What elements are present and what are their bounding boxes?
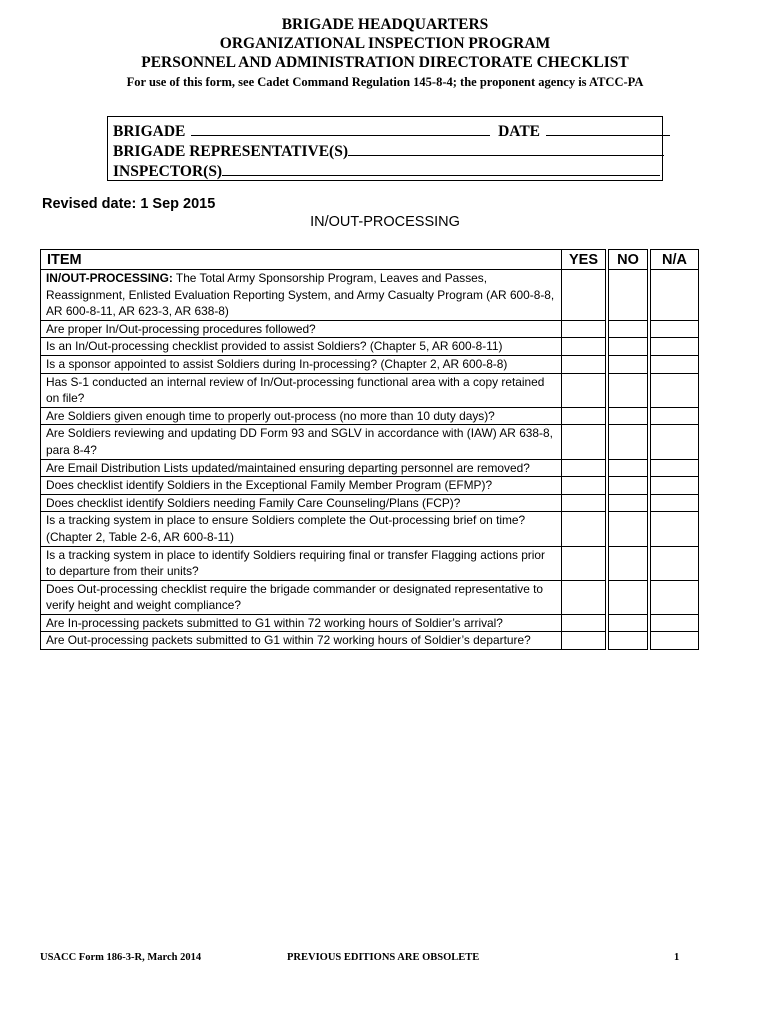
table-header-row — [41, 250, 699, 270]
yes-checkbox[interactable] — [562, 512, 606, 546]
checklist-question: Is an In/Out-processing checklist provided to assist Soldiers? (Chapter 5, AR 600-8-11) — [41, 338, 562, 356]
checklist-question: Is a tracking system in place to identify Soldiers requiring final or transfer Flagging actions prior to departure from their units? — [41, 546, 562, 580]
inspector-row — [113, 161, 662, 181]
table-row — [41, 320, 699, 338]
checklist-question: Does checklist identify Soldiers in the Exceptional Family Member Program (EFMP)? — [41, 477, 562, 495]
table-row — [41, 338, 699, 356]
no-checkbox[interactable] — [609, 373, 648, 407]
table-row — [41, 355, 699, 373]
yes-checkbox[interactable] — [562, 546, 606, 580]
no-checkbox[interactable] — [609, 407, 648, 425]
na-checkbox[interactable] — [651, 373, 699, 407]
intro-bold: IN/OUT-PROCESSING: — [46, 271, 173, 285]
no-checkbox[interactable] — [609, 338, 648, 356]
checklist-question: Does Out-processing checklist require the brigade commander or designated representative to verify height and weight compliance? — [41, 580, 562, 614]
na-checkbox[interactable] — [651, 425, 699, 459]
yes-checkbox[interactable] — [562, 320, 606, 338]
yes-checkbox[interactable] — [562, 425, 606, 459]
table-row — [41, 477, 699, 495]
yes-checkbox[interactable] — [562, 270, 606, 321]
checklist-table — [40, 249, 699, 650]
na-checkbox[interactable] — [651, 355, 699, 373]
yes-checkbox[interactable] — [562, 355, 606, 373]
representative-row — [113, 141, 662, 161]
no-checkbox[interactable] — [609, 355, 648, 373]
checklist-question: Are proper In/Out-processing procedures followed? — [41, 320, 562, 338]
table-row — [41, 459, 699, 477]
yes-checkbox[interactable] — [562, 338, 606, 356]
date-label: DATE — [498, 123, 541, 140]
na-checkbox[interactable] — [651, 477, 699, 495]
na-checkbox[interactable] — [651, 512, 699, 546]
representative-label: BRIGADE REPRESENTATIVE(S) — [113, 143, 348, 160]
intro-text: The Total Army Sponsorship Program, Leaves and Passes, Reassignment, Enlisted Evaluation Reporting System, and Army Casualty Program (AR 600-8-8, AR 600-8-11, AR 623-3, AR 638-8) — [46, 271, 555, 319]
header-line-2: ORGANIZATIONAL INSPECTION PROGRAM — [219, 35, 551, 52]
table-row — [41, 632, 699, 650]
form-header — [0, 15, 770, 90]
representative-field[interactable] — [348, 141, 664, 156]
na-column-header: N/A — [651, 250, 699, 270]
na-checkbox[interactable] — [651, 338, 699, 356]
no-column-header: NO — [609, 250, 648, 270]
na-checkbox[interactable] — [651, 270, 699, 321]
checklist-question: Does checklist identify Soldiers needing Family Care Counseling/Plans (FCP)? — [41, 494, 562, 512]
table-row — [41, 373, 699, 407]
na-checkbox[interactable] — [651, 614, 699, 632]
table-row — [41, 425, 699, 459]
yes-checkbox[interactable] — [562, 494, 606, 512]
na-checkbox[interactable] — [651, 320, 699, 338]
na-checkbox[interactable] — [651, 407, 699, 425]
checklist-question: Are Soldiers reviewing and updating DD Form 93 and SGLV in accordance with (IAW) AR 638-8, para 8-4? — [41, 425, 562, 459]
checklist-question: Are Email Distribution Lists updated/maintained ensuring departing personnel are removed? — [41, 459, 562, 477]
no-checkbox[interactable] — [609, 580, 648, 614]
no-checkbox[interactable] — [609, 632, 648, 650]
intro-cell — [41, 270, 562, 321]
yes-checkbox[interactable] — [562, 373, 606, 407]
no-checkbox[interactable] — [609, 270, 648, 321]
brigade-label: BRIGADE — [113, 123, 186, 140]
yes-checkbox[interactable] — [562, 614, 606, 632]
date-field[interactable] — [546, 121, 670, 136]
yes-checkbox[interactable] — [562, 632, 606, 650]
table-row-intro — [41, 270, 699, 321]
table-row — [41, 546, 699, 580]
inspector-field[interactable] — [222, 161, 660, 176]
table-row — [41, 580, 699, 614]
na-checkbox[interactable] — [651, 546, 699, 580]
header-subline: For use of this form, see Cadet Command Regulation 145-8-4; the proponent agency is ATCC-PA — [126, 75, 644, 89]
table-row — [41, 407, 699, 425]
no-checkbox[interactable] — [609, 546, 648, 580]
brigade-row — [113, 121, 662, 141]
na-checkbox[interactable] — [651, 459, 699, 477]
yes-checkbox[interactable] — [562, 459, 606, 477]
checklist-question: Is a sponsor appointed to assist Soldiers during In-processing? (Chapter 2, AR 600-8-8) — [41, 355, 562, 373]
checklist-question: Has S-1 conducted an internal review of In/Out-processing functional area with a copy retained on file? — [41, 373, 562, 407]
no-checkbox[interactable] — [609, 459, 648, 477]
checklist-question: Are Out-processing packets submitted to G1 within 72 working hours of Soldier’s departure? — [41, 632, 562, 650]
table-row — [41, 494, 699, 512]
brigade-field[interactable] — [191, 121, 490, 136]
checklist-question: Are Soldiers given enough time to properly out-process (no more than 10 duty days)? — [41, 407, 562, 425]
no-checkbox[interactable] — [609, 512, 648, 546]
form-id: USACC Form 186-3-R, March 2014 — [40, 952, 202, 963]
obsolete-notice: PREVIOUS EDITIONS ARE OBSOLETE — [287, 952, 480, 963]
header-line-3: PERSONNEL AND ADMINISTRATION DIRECTORATE CHECKLIST — [141, 54, 629, 71]
na-checkbox[interactable] — [651, 580, 699, 614]
section-title: IN/OUT-PROCESSING — [310, 214, 460, 230]
checklist-question: Is a tracking system in place to ensure Soldiers complete the Out-processing brief on time? (Chapter 2, Table 2-6, AR 600-8-11) — [41, 512, 562, 546]
no-checkbox[interactable] — [609, 477, 648, 495]
header-line-1: BRIGADE HEADQUARTERS — [281, 16, 489, 33]
item-column-header: ITEM — [41, 250, 562, 270]
table-row — [41, 512, 699, 546]
yes-checkbox[interactable] — [562, 580, 606, 614]
na-checkbox[interactable] — [651, 632, 699, 650]
yes-column-header: YES — [562, 250, 606, 270]
inspector-label: INSPECTOR(S) — [113, 163, 223, 180]
yes-checkbox[interactable] — [562, 477, 606, 495]
revised-date: Revised date: 1 Sep 2015 — [42, 196, 216, 212]
page-number: 1 — [674, 952, 680, 963]
table-row — [41, 614, 699, 632]
no-checkbox[interactable] — [609, 494, 648, 512]
no-checkbox[interactable] — [609, 614, 648, 632]
yes-checkbox[interactable] — [562, 407, 606, 425]
checklist-question: Are In-processing packets submitted to G1 within 72 working hours of Soldier’s arrival? — [41, 614, 562, 632]
no-checkbox[interactable] — [609, 320, 648, 338]
no-checkbox[interactable] — [609, 425, 648, 459]
na-checkbox[interactable] — [651, 494, 699, 512]
inspection-info-box — [107, 116, 663, 181]
